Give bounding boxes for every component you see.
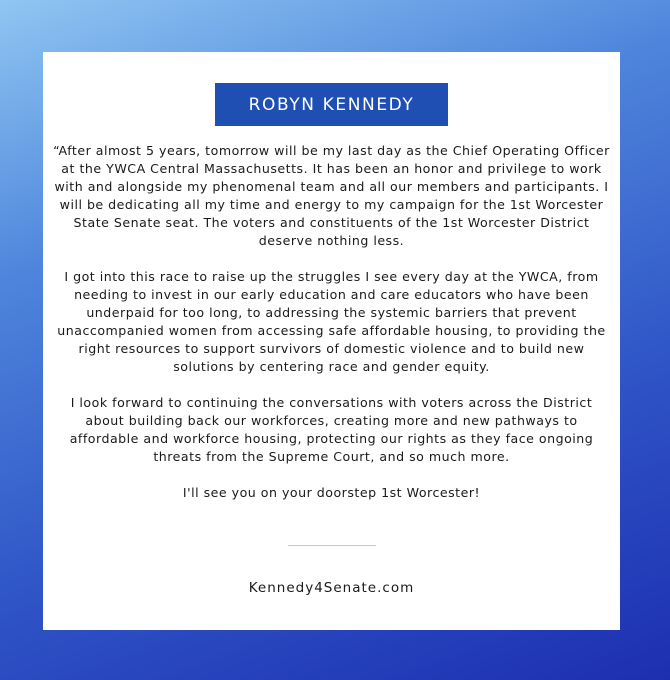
name-banner: ROBYN KENNEDY bbox=[215, 83, 448, 126]
statement-paragraph: I look forward to continuing the conversations with voters across the District about building back our workforces, creating more and new pathways to affordable and workforce housing, protecting our rights as they face ongoing threats from the Supreme Court, and so much more. bbox=[69, 395, 594, 464]
statement-paragraph: I got into this race to raise up the struggles I see every day at the YWCA, from needing to invest in our early education and care educators who have been underpaid for too long, to addressing the systemic barriers that prevent unaccompanied women from accessing safe affordable housing, to providing the right resources to support survivors of domestic violence and to build new solutions by centering race and gender equity. bbox=[57, 269, 606, 374]
statement-closing: I'll see you on your doorstep 1st Worcester! bbox=[182, 485, 481, 500]
divider bbox=[288, 545, 376, 546]
statement-paragraph: “After almost 5 years, tomorrow will be my last day as the Chief Operating Officer at the YWCA Central Massachusetts. It has been an honor and privilege to work with and alongside my phenomenal team and all our members and participants. I will be dedicating all my time and energy to my campaign for the 1st Worcester State Senate seat. The voters and constituents of the 1st Worcester District deserve nothing less. bbox=[53, 143, 610, 248]
statement-body bbox=[53, 142, 610, 520]
statement-card bbox=[43, 52, 620, 630]
website-link[interactable]: Kennedy4Senate.com bbox=[248, 580, 415, 596]
